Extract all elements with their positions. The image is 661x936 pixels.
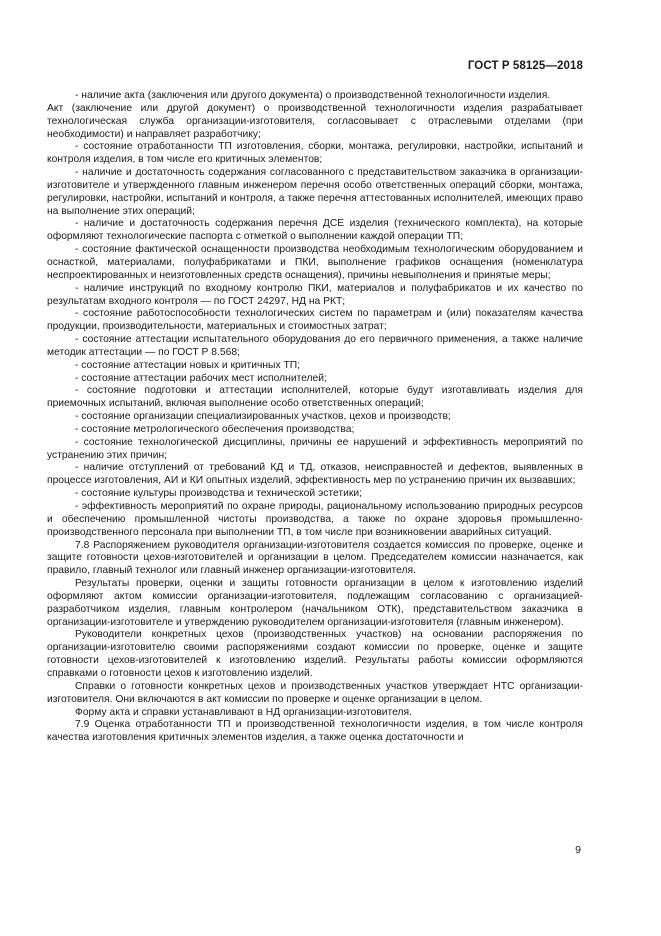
page-number: 9 <box>575 844 581 856</box>
paragraph: Справки о готовности конкретных цехов и производственных участков утверждает НТС организации-изготовителя. Они включаются в акт комиссии по проверке и оценке организации в целом. <box>47 680 583 705</box>
paragraph: Руководители конкретных цехов (производственных участков) на основании распоряжения по организации-изготовителю своими распоряжениями создают комиссии по проверке, оценке и защите готовности цехов-изготовителей к изготовлению изделий. Результаты работы комиссии оформляются справками о готовности цехов к изготовлению изделий. <box>47 629 583 679</box>
paragraph: - наличие и достаточность содержания согласованного с представительством заказчика в организации-изготовителе и утвержденного главным инженером перечня особо ответственных операций сборки, монтажа, регулировки, настройки, испытаний и контроля, а также перечня аттестованных исполнителей, имеющих право на выполнение этих операций; <box>47 167 583 217</box>
paragraph: - состояние организации специализированных участков, цехов и производств; <box>75 411 451 423</box>
paragraph: - наличие акта (заключения или другого документа) о производственной технологичности изделия. <box>75 90 551 101</box>
standard-code-header: ГОСТ Р 58125—2018 <box>467 60 583 72</box>
paragraph: Форму акта и справки устанавливают в НД организации-изготовителя. <box>75 706 412 718</box>
paragraph: - эффективность мероприятий по охране природы, рациональному использованию природных ресурсов и обеспечению промышленной чистоты производства, а также по охране здоровья промышленно-производственного персонала при выполнении ТП, в том числе при возникновении аварийных ситуаций. <box>47 501 583 538</box>
paragraph: - наличие и достаточность содержания перечня ДСЕ изделия (технического комплекта), на которые оформляют технологические паспорта с отметкой о выполнении каждой операции ТП; <box>47 218 583 243</box>
paragraph: - состояние подготовки и аттестации исполнителей, которые будут изготавливать изделия для приемочных испытаний, включая выполнение особо ответственных операций; <box>47 385 583 410</box>
paragraph: Акт (заключение или другой документ) о производственной технологичности изделия разрабатывает технологическая служба организации-изготовителя, согласовывает с отраслевыми отделами (при необходимости) и направляет разработчику; <box>47 102 583 140</box>
paragraph: - состояние аттестации рабочих мест исполнителей; <box>75 372 327 384</box>
paragraph: Результаты проверки, оценки и защиты готовности организации в целом к изготовлению изделий оформляют актом комиссии организации-изготовителя, подлежащим согласованию с организацией-разработчиком изделия, главным контролером (начальником ОТК), представительством заказчика в организации-изготовителе и утверждению руководителем организации-изготовителя (главным инженером). <box>47 578 583 628</box>
paragraph: - состояние фактической оснащенности производства необходимым технологическим оборудованием и оснасткой, материалами, полуфабрикатами и ПКИ, выполнение графиков оснащения (номенклатура неспроектированных и неизготовленных средств оснащения), причины невыполнения и принятые меры; <box>47 244 583 281</box>
paragraph: 7.8 Распоряжением руководителя организации-изготовителя создается комиссия по проверке, оценке и защите готовности цехов-изготовителей и организации в целом. Председателем комиссии назначается, как правило, главный технолог или главный инженер организации-изготовителя. <box>47 539 583 577</box>
paragraph: 7.9 Оценка отработанности ТП и производственной технологичности изделия, в том числе контроля качества изготовления критичных элементов изделия, а также оценка достаточности и <box>47 719 583 744</box>
paragraph: - наличие инструкций по входному контролю ПКИ, материалов и полуфабрикатов и их качество по результатам входного контроля — по ГОСТ 24297, НД на РКТ; <box>47 282 583 307</box>
paragraph: - состояние аттестации новых и критичных ТП; <box>75 359 301 371</box>
paragraph: - состояние аттестации испытательного оборудования до его первичного применения, а также наличие методик аттестации — по ГОСТ Р 8.568; <box>47 334 583 358</box>
paragraph: - состояние метрологического обеспечения производства; <box>75 423 355 435</box>
paragraph: - состояние технологической дисциплины, причины ее нарушений и эффективность мероприятий по устранению этих причин; <box>47 436 583 461</box>
paragraph: - состояние работоспособности технологических систем по параметрам и (или) показателям качества продукции, производительности, материальных и стоимостных затрат; <box>47 308 583 333</box>
paragraph: - состояние отработанности ТП изготовления, сборки, монтажа, регулировки, настройки, испытаний и контроля изделия, в том числе его критичных элементов; <box>47 141 583 166</box>
paragraph: - наличие отступлений от требований КД и ТД, отказов, неисправностей и дефектов, выявленных в процессе изготовления, АИ и КИ опытных изделий, эффективность мер по устранению причин их вызвавших; <box>47 462 583 487</box>
document-body <box>47 90 583 745</box>
paragraph: - состояние культуры производства и технической эстетики; <box>75 488 362 500</box>
